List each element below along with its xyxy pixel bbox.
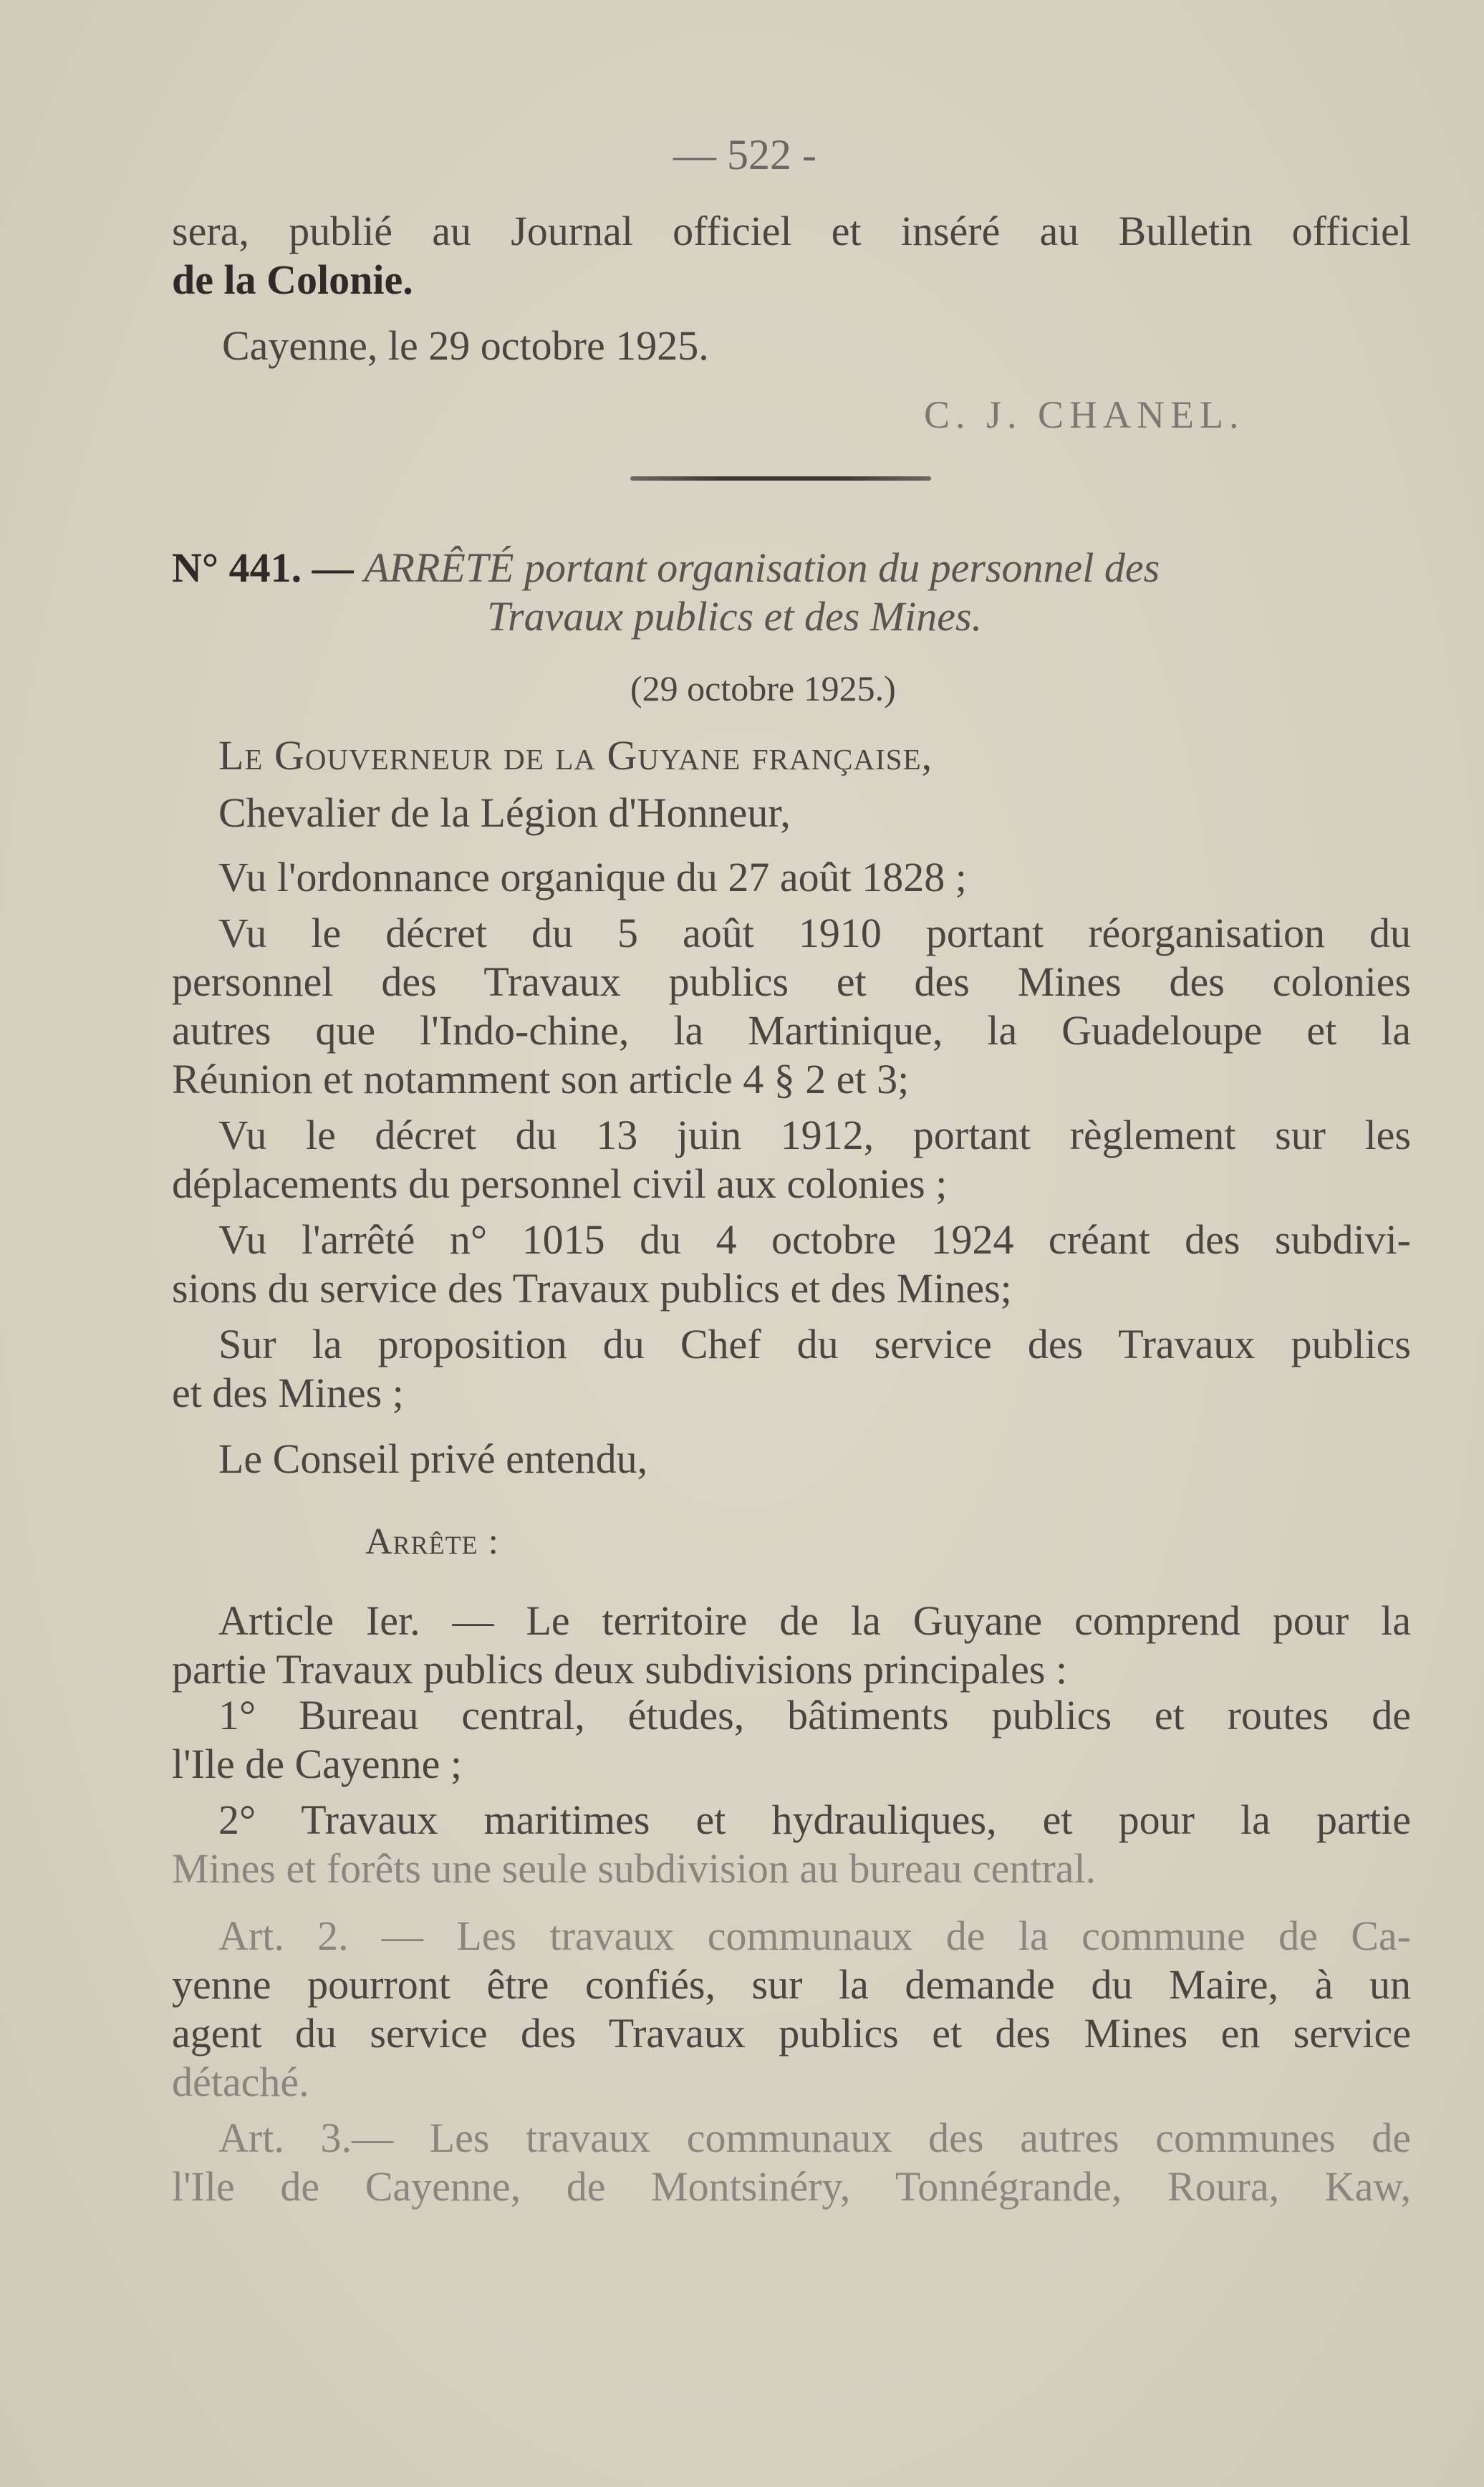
article-line: l'Ile de Cayenne ; [172, 1741, 463, 1787]
article-line: Mines et forêts une seule subdivision au bureau central. [172, 1845, 1097, 1892]
article-line [172, 1961, 1411, 2009]
text-span: Vu le décret du 13 juin 1912, portant règlement sur les [218, 1112, 1411, 1158]
text-span: 2° Travaux maritimes et hydrauliques, et pour la partie [218, 1796, 1411, 1843]
article-line [172, 2163, 1411, 2211]
text-span: sera, publié au Journal officiel et inséré au Bulletin officiel [172, 208, 1411, 254]
text-span: personnel des Travaux publics et des Mines des colonies [172, 958, 1411, 1005]
preamble-line [172, 958, 1411, 1006]
arrete-keyword: Arrête : [365, 1521, 499, 1562]
preamble-line [218, 1112, 1411, 1159]
preamble-line: et des Mines ; [172, 1370, 404, 1416]
preamble-line [218, 1321, 1411, 1368]
preamble-line: Réunion et notamment son article 4 § 2 et 3; [172, 1056, 910, 1102]
text-span: Art. 2. — Les travaux communaux de la commune de Ca- [218, 1913, 1411, 1959]
preamble-line: Chevalier de la Légion d'Honneur, [218, 789, 791, 836]
text-span: Vu le décret du 5 août 1910 portant réorganisation du [218, 910, 1411, 956]
article-line [218, 1913, 1411, 1960]
article-line: détaché. [172, 2059, 309, 2105]
signature: C. J. CHANEL. [924, 393, 1245, 436]
text-span: yenne pourront être confiés, sur la demande du Maire, à un [172, 1961, 1411, 2008]
arrete-title-part1: ARRÊTÉ portant organisation du personnel des [364, 544, 1160, 591]
arrete-date: (29 octobre 1925.) [630, 668, 896, 708]
text-span: autres que l'Indo-chine, la Martinique, la Guadeloupe et la [172, 1007, 1411, 1054]
article-line [172, 2010, 1411, 2057]
page-number: — 522 - [673, 131, 816, 178]
text-span: Art. 3.— Les travaux communaux des autres communes de [218, 2115, 1411, 2161]
arrete-title-part2: Travaux publics et des Mines. [487, 593, 983, 640]
text-span: Vu l'arrêté n° 1015 du 4 octobre 1924 créant des subdivi- [218, 1216, 1411, 1263]
arrete-number: N° 441. — [172, 544, 354, 591]
preamble-line [218, 910, 1411, 957]
preamble-line: sions du service des Travaux publics et des Mines; [172, 1265, 1012, 1312]
preamble-line [218, 1216, 1411, 1264]
section-divider [630, 476, 931, 481]
article-line [218, 1692, 1411, 1739]
text-line: de la Colonie. [172, 256, 413, 303]
text-span: Article Ier. — Le territoire de la Guyane comprend pour la [218, 1597, 1411, 1644]
arrete-heading [172, 544, 1411, 592]
preamble-line [172, 1007, 1411, 1054]
article-line: partie Travaux publics deux subdivisions principales : [172, 1646, 1068, 1693]
text-span: l'Ile de Cayenne, de Montsinéry, Tonnégrande, Roura, Kaw, [172, 2163, 1411, 2210]
text-line [172, 208, 1411, 255]
preamble-line: déplacements du personnel civil aux colonies ; [172, 1160, 948, 1207]
text-span: Sur la proposition du Chef du service des Travaux publics [218, 1321, 1411, 1367]
preamble-line: Le Conseil privé entendu, [218, 1435, 648, 1482]
text-span: 1° Bureau central, études, bâtiments publics et routes de [218, 1692, 1411, 1738]
article-line [218, 1796, 1411, 1844]
place-date-line: Cayenne, le 29 octobre 1925. [222, 322, 709, 369]
text-span: agent du service des Travaux publics et des Mines en service [172, 2010, 1411, 2057]
preamble-line: Le Gouverneur de la Guyane française, [218, 732, 933, 779]
article-line [218, 2115, 1411, 2162]
article-line [218, 1597, 1411, 1645]
preamble-line: Vu l'ordonnance organique du 27 août 1828 ; [218, 854, 967, 900]
